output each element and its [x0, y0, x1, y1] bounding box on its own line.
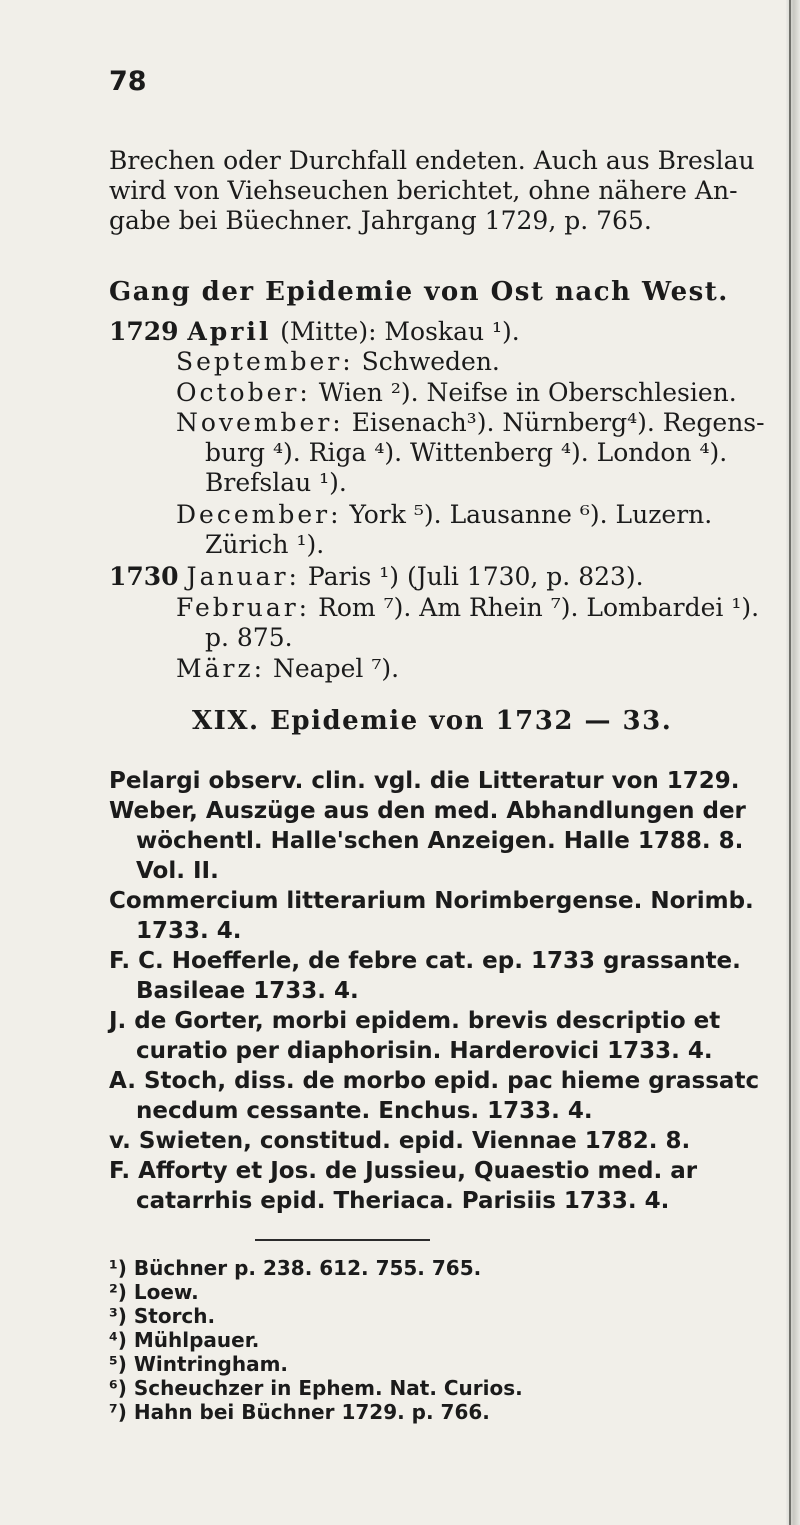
- month-december: December:: [176, 500, 342, 529]
- chronology-line-12: [176, 654, 399, 684]
- chronology-line-11: p. 875.: [205, 623, 293, 652]
- month-januar: Januar:: [186, 562, 300, 591]
- chronology-line-3: [176, 378, 737, 408]
- literature-line-13: v. Swieten, constitud. epid. Viennae 1782. 8.: [109, 1128, 691, 1154]
- chronology-line-9: [109, 562, 644, 592]
- chronology-line-10: [176, 593, 759, 623]
- chronology-line-6: Brefslau ¹).: [205, 468, 347, 497]
- month-april: April: [187, 317, 272, 346]
- year-1729: 1729: [109, 317, 179, 346]
- entry-december: York ⁵). Lausanne ⁶). Luzern.: [349, 500, 713, 529]
- chronology-line-1: [109, 317, 520, 347]
- footnote-5: ⁵) Wintringham.: [109, 1352, 289, 1376]
- chronology-line-7: [176, 500, 712, 530]
- page-number: 78: [109, 66, 147, 97]
- month-maerz: März:: [176, 654, 266, 683]
- section-heading-xix: XIX. Epidemie von 1732 — 33.: [192, 706, 673, 736]
- literature-line-6: 1733. 4.: [136, 918, 242, 944]
- literature-line-2: Weber, Auszüge aus den med. Abhandlungen der: [109, 798, 746, 824]
- month-februar: Februar:: [176, 593, 311, 622]
- chronology-line-2: [176, 347, 500, 377]
- footnote-3: ³) Storch.: [109, 1304, 216, 1328]
- year-1730: 1730: [109, 562, 179, 591]
- chronology-line-4: [176, 408, 765, 438]
- entry-januar: Paris ¹) (Juli 1730, p. 823).: [307, 562, 644, 591]
- literature-line-8: Basileae 1733. 4.: [136, 978, 359, 1004]
- footnote-4: ⁴) Mühlpauer.: [109, 1328, 260, 1352]
- literature-line-15: catarrhis epid. Theriaca. Parisiis 1733. 4.: [136, 1188, 670, 1214]
- literature-line-11: A. Stoch, diss. de morbo epid. pac hieme grassatc: [109, 1068, 760, 1094]
- intro-line-2: wird von Viehseuchen berichtet, ohne nähere An-: [109, 176, 738, 205]
- footnote-2: ²) Loew.: [109, 1280, 199, 1304]
- intro-line-3: gabe bei Büechner. Jahrgang 1729, p. 765.: [109, 206, 652, 235]
- literature-line-10: curatio per diaphorisin. Harderovici 1733. 4.: [136, 1038, 713, 1064]
- entry-september: Schweden.: [361, 347, 500, 376]
- literature-line-9: J. de Gorter, morbi epidem. brevis descriptio et: [109, 1008, 721, 1034]
- literature-line-14: F. Afforty et Jos. de Jussieu, Quaestio med. ar: [109, 1158, 698, 1184]
- page-edge-line: [789, 0, 791, 1525]
- literature-line-1: Pelargi observ. clin. vgl. die Litteratur von 1729.: [109, 768, 740, 794]
- footnote-7: ⁷) Hahn bei Büchner 1729. p. 766.: [109, 1400, 490, 1424]
- month-september: September:: [176, 347, 354, 376]
- footnote-1: ¹) Büchner p. 238. 612. 755. 765.: [109, 1256, 482, 1280]
- literature-line-12: necdum cessante. Enchus. 1733. 4.: [136, 1098, 593, 1124]
- literature-line-5: Commercium litterarium Norimbergense. Norimb.: [109, 888, 754, 914]
- intro-line-1: Brechen oder Durchfall endeten. Auch aus Breslau: [109, 146, 755, 175]
- month-october: October:: [176, 378, 311, 407]
- chronology-line-8: Zürich ¹).: [205, 530, 325, 559]
- entry-october: Wien ²). Neifse in Oberschlesien.: [318, 378, 737, 407]
- literature-line-4: Vol. II.: [136, 858, 219, 884]
- entry-april: (Mitte): Moskau ¹).: [280, 317, 520, 346]
- entry-november: Eisenach³). Nürnberg⁴). Regens-: [351, 408, 765, 437]
- entry-februar: Rom ⁷). Am Rhein ⁷). Lombardei ¹).: [318, 593, 760, 622]
- chronology-line-5: burg ⁴). Riga ⁴). Wittenberg ⁴). London ⁴).: [205, 438, 728, 467]
- entry-maerz: Neapel ⁷).: [273, 654, 400, 683]
- footnote-rule: [255, 1239, 430, 1241]
- month-november: November:: [176, 408, 344, 437]
- literature-line-7: F. C. Hoefferle, de febre cat. ep. 1733 grassante.: [109, 948, 741, 974]
- section-heading-gang: Gang der Epidemie von Ost nach West.: [109, 277, 729, 307]
- footnote-6: ⁶) Scheuchzer in Ephem. Nat. Curios.: [109, 1376, 523, 1400]
- literature-line-3: wöchentl. Halle'schen Anzeigen. Halle 1788. 8.: [136, 828, 744, 854]
